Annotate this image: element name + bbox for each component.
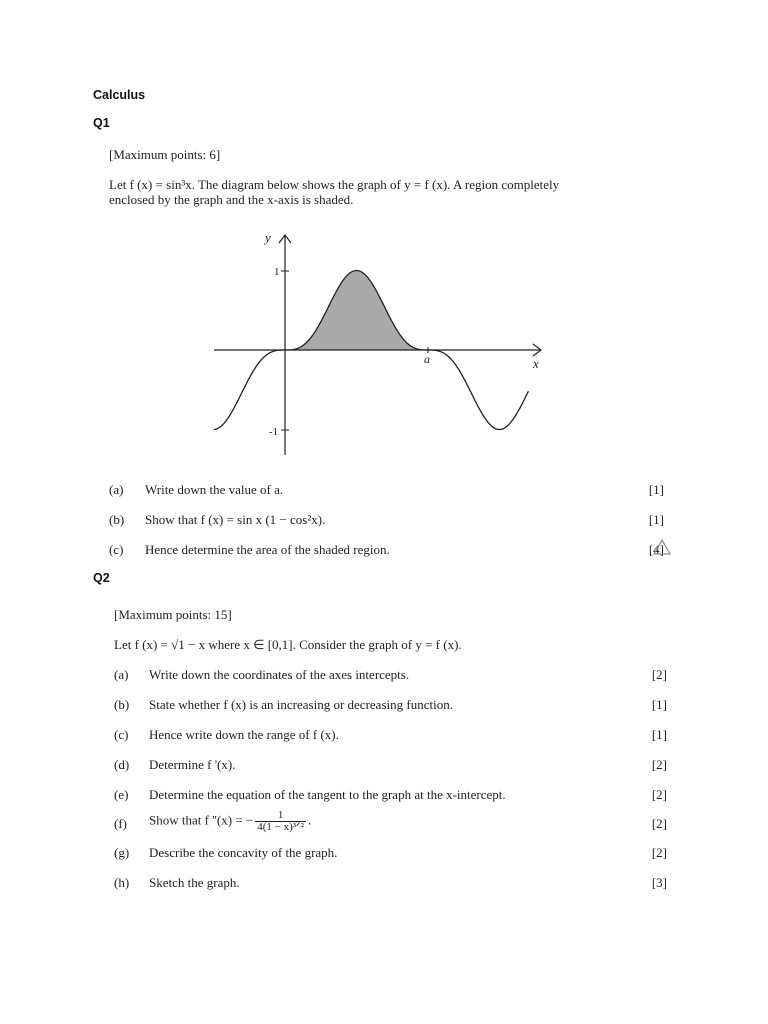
part-marks: [4] <box>648 542 664 557</box>
q1-part-b <box>0 512 768 530</box>
fraction-denominator: 4(1 − x)³ᐟ² <box>257 821 304 833</box>
sin-cubed-graph <box>0 220 768 520</box>
part-marks: [2] <box>651 757 667 772</box>
q2-part-e <box>0 787 768 805</box>
part-marks: [1] <box>648 482 664 497</box>
x-axis-label: x <box>533 356 539 371</box>
q2-part-h <box>0 875 768 893</box>
y-axis-label: y <box>265 230 271 245</box>
part-text: Hence determine the area of the shaded region. <box>145 542 390 557</box>
part-label: (a) <box>109 482 124 497</box>
part-text: Determine the equation of the tangent to the graph at the x-intercept. <box>149 787 506 802</box>
part-label: (g) <box>114 845 130 860</box>
shaded-region <box>285 271 428 351</box>
document-title: Calculus <box>93 88 146 102</box>
tick-1-label: 1 <box>274 266 280 278</box>
part-text: Describe the concavity of the graph. <box>149 845 338 860</box>
q2-max-points: [Maximum points: 15] <box>114 607 232 622</box>
q2-part-b <box>0 697 768 715</box>
part-label: (a) <box>114 667 129 682</box>
part-marks: [1] <box>651 697 667 712</box>
part-label: (f) <box>114 816 127 831</box>
q2-part-a <box>0 667 768 685</box>
part-label: (h) <box>114 875 130 890</box>
q1-max-points: [Maximum points: 6] <box>109 147 221 162</box>
fraction-numerator: 1 <box>255 810 306 822</box>
part-label: (b) <box>109 512 125 527</box>
q2-heading: Q2 <box>93 571 110 585</box>
part-text: Hence write down the range of f (x). <box>149 727 339 742</box>
q2-part-d <box>0 757 768 775</box>
part-marks: [2] <box>651 816 667 831</box>
tick-neg1-label: -1 <box>269 426 279 438</box>
q1-heading: Q1 <box>93 116 110 130</box>
q1-intro-line-2: enclosed by the graph and the x-axis is shaded. <box>109 192 354 207</box>
q2-part-g <box>0 845 768 863</box>
q2-part-f <box>0 810 768 840</box>
part-marks: [1] <box>648 512 664 527</box>
part-label: (c) <box>114 727 129 742</box>
q1-part-a <box>0 482 768 500</box>
part-text-group: Show that f ''(x) = − $\frac{1}{\text{4(1 − x)³ᐟ²}}$ . <box>149 809 312 833</box>
warning-triangle-icon <box>652 538 672 556</box>
part-marks: [2] <box>651 667 667 682</box>
fraction <box>255 810 306 833</box>
part-text: Write down the value of a. <box>145 482 284 497</box>
part-label: (d) <box>114 757 130 772</box>
part-marks: [1] <box>651 727 667 742</box>
q1-intro-line-1: Let f (x) = sin³x. The diagram below shows the graph of y = f (x). A region completely <box>109 177 560 192</box>
part-label: (e) <box>114 787 129 802</box>
part-text: Sketch the graph. <box>149 875 240 890</box>
part-text: Determine f '(x). <box>149 757 236 772</box>
part-text: Show that f (x) = sin x (1 − cos²x). <box>145 512 326 527</box>
part-label: (c) <box>109 542 124 557</box>
part-label: (b) <box>114 697 130 712</box>
part-marks: [3] <box>651 875 667 890</box>
q2-part-c <box>0 727 768 745</box>
q2-intro: Let f (x) = √1 − x where x ∈ [0,1]. Consider the graph of y = f (x). <box>114 637 462 652</box>
part-marks: [2] <box>651 845 667 860</box>
part-text: Show that f ''(x) = − <box>149 812 254 828</box>
part-marks: [2] <box>651 787 667 802</box>
point-a-label: a <box>424 352 430 366</box>
part-text: Write down the coordinates of the axes intercepts. <box>149 667 410 682</box>
part-text: State whether f (x) is an increasing or decreasing function. <box>149 697 453 712</box>
